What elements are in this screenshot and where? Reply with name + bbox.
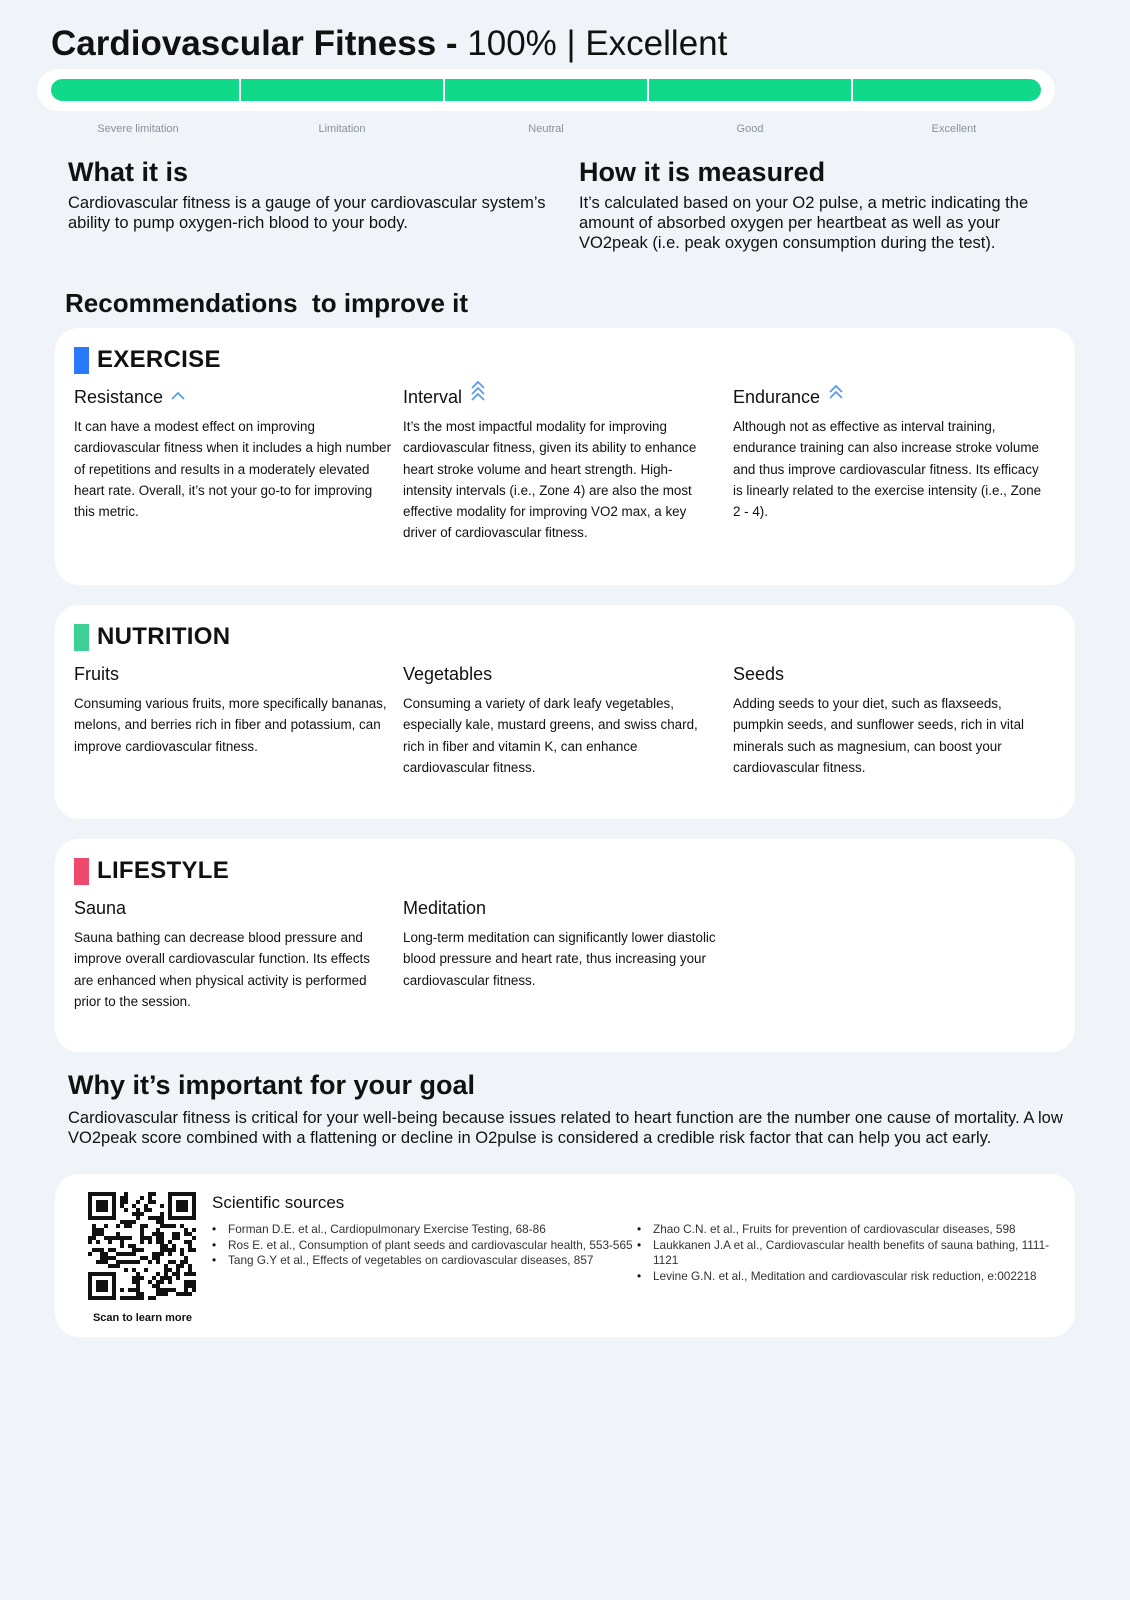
rec-sauna	[74, 897, 392, 1012]
rec-title: Vegetables	[403, 664, 493, 684]
what-it-is-section	[68, 155, 558, 233]
rec-meditation	[403, 897, 721, 991]
rec-text: It’s the most impactful modality for improving cardiovascular fitness, given its ability to enhance heart stroke volume and heart strength. High-intensity intervals (i.e., Zone 4) are also the most effective modality for improving VO2 max, a key driver of cardiovascular fitness.	[403, 419, 697, 541]
lifestyle-card	[55, 839, 1075, 1052]
score-divider	[239, 79, 241, 101]
rec-text: Long-term meditation can significantly lower diastolic blood pressure and heart rate, thus increasing your cardiovascular fitness.	[403, 930, 716, 988]
how-measured-text: It’s calculated based on your O2 pulse, a metric indicating the amount of absorbed oxygen per heartbeat as well as your VO2peak (i.e. peak oxygen consumption during the test).	[579, 194, 1029, 252]
source-item: • Zhao C.N. et al., Fruits for prevention of cardiovascular diseases, 598	[637, 1222, 1062, 1238]
rec-title: Sauna	[74, 898, 127, 918]
chevron-up-icon	[171, 386, 185, 408]
rec-text: Consuming a variety of dark leafy vegetables, especially kale, mustard greens, and swiss chard, rich in fiber and vitamin K, can enhance cardiovascular fitness.	[403, 696, 698, 775]
source-item: • Levine G.N. et al., Meditation and cardiovascular risk reduction, e:002218	[637, 1269, 1062, 1285]
why-important-heading: Why it’s important for your goal	[68, 1070, 476, 1100]
nutrition-card-title	[74, 623, 230, 651]
rec-text: It can have a modest effect on improving cardiovascular fitness when it includes a high number of repetitions and results in a moderately elevated heart rate. Overall, it’s not your go-to for improving this metric.	[74, 419, 392, 520]
source-item: • Ros E. et al., Consumption of plant seeds and cardiovascular health, 553-565	[212, 1238, 672, 1254]
lifestyle-card-title	[74, 857, 229, 885]
rec-seeds	[733, 663, 1051, 778]
rec-title: Seeds	[733, 664, 785, 684]
rec-name: Endurance	[733, 387, 821, 407]
rec-title: Fruits	[74, 664, 119, 684]
qr-code-icon[interactable]	[88, 1192, 196, 1300]
source-item: • Laukkanen J.A et al., Cardiovascular health benefits of sauna bathing, 1111-1121	[637, 1238, 1062, 1269]
sources-card	[55, 1174, 1075, 1337]
why-important-text: Cardiovascular fitness is critical for your well-being because issues related to heart function are the number one cause of mortality. A low VO2peak score combined with a flattening or decline in O2pulse is considered a credible risk factor that can help you act early.	[68, 1109, 1063, 1147]
rec-text: Sauna bathing can decrease blood pressure and improve overall cardiovascular function. Its effects are enhanced when physical activity is performed prior to the session.	[74, 930, 370, 1009]
exercise-title: EXERCISE	[97, 346, 221, 373]
exercise-color-marker	[74, 347, 89, 374]
rec-text: Although not as effective as interval training, endurance training can also increase stroke volume and thus improve cardiovascular fitness. Its efficacy is linearly related to the exercise intensity (i.e., Zone 2 - 4).	[733, 419, 1042, 520]
score-divider	[851, 79, 853, 101]
rec-title	[733, 386, 1051, 408]
rec-resistance	[74, 386, 392, 522]
lifestyle-color-marker	[74, 858, 89, 885]
title-score: 100% | Excellent	[467, 24, 728, 63]
rec-title: Meditation	[403, 898, 487, 918]
rec-text: Adding seeds to your diet, such as flaxseeds, pumpkin seeds, and sunflower seeds, rich in vital minerals such as magnesium, can boost your cardiovascular fitness.	[733, 696, 1025, 775]
rec-interval	[403, 386, 721, 544]
nutrition-title: NUTRITION	[97, 623, 231, 650]
triple-chevron-up-icon	[470, 380, 486, 407]
how-measured-heading: How it is measured	[579, 157, 826, 187]
exercise-card	[55, 328, 1075, 585]
rec-name: Resistance	[74, 387, 164, 407]
scan-label: Scan to learn more	[92, 1312, 193, 1324]
rec-title	[403, 386, 721, 408]
scale-label-limitation: Limitation	[318, 123, 366, 135]
lifestyle-title: LIFESTYLE	[97, 857, 230, 884]
page-title	[51, 22, 727, 66]
sources-heading: Scientific sources	[212, 1193, 345, 1212]
source-item: • Tang G.Y et al., Effects of vegetables on cardiovascular diseases, 857	[212, 1253, 672, 1269]
scale-label-severe: Severe limitation	[97, 123, 179, 135]
rec-text: Consuming various fruits, more specifically bananas, melons, and berries rich in fiber and potassium, can improve cardiovascular fitness.	[74, 696, 387, 754]
source-item: • Forman D.E. et al., Cardiopulmonary Exercise Testing, 68-86	[212, 1222, 672, 1238]
rec-name: Interval	[403, 387, 463, 407]
rec-vegetables	[403, 663, 721, 778]
nutrition-card	[55, 605, 1075, 819]
what-it-is-text: Cardiovascular fitness is a gauge of your cardiovascular system’s ability to pump oxygen-rich blood to your body.	[68, 194, 546, 232]
double-chevron-up-icon	[828, 383, 844, 405]
why-important-section	[68, 1068, 1068, 1148]
score-bar	[51, 79, 1041, 101]
score-divider	[443, 79, 445, 101]
rec-endurance	[733, 386, 1051, 522]
title-metric: Cardiovascular Fitness -	[51, 24, 458, 63]
score-divider	[647, 79, 649, 101]
nutrition-color-marker	[74, 624, 89, 651]
sources-list-left	[212, 1222, 672, 1269]
exercise-card-title	[74, 346, 221, 374]
what-it-is-heading: What it is	[68, 157, 188, 187]
rec-fruits	[74, 663, 392, 757]
score-bar-fill	[51, 79, 1041, 101]
rec-title	[74, 386, 392, 408]
scale-label-good: Good	[736, 123, 764, 135]
recommendations-heading: Recommendations to improve it	[65, 288, 469, 318]
how-measured-section	[579, 155, 1049, 253]
sources-list-right	[637, 1222, 1062, 1284]
scale-label-neutral: Neutral	[528, 123, 564, 135]
scale-label-excellent: Excellent	[931, 123, 977, 135]
